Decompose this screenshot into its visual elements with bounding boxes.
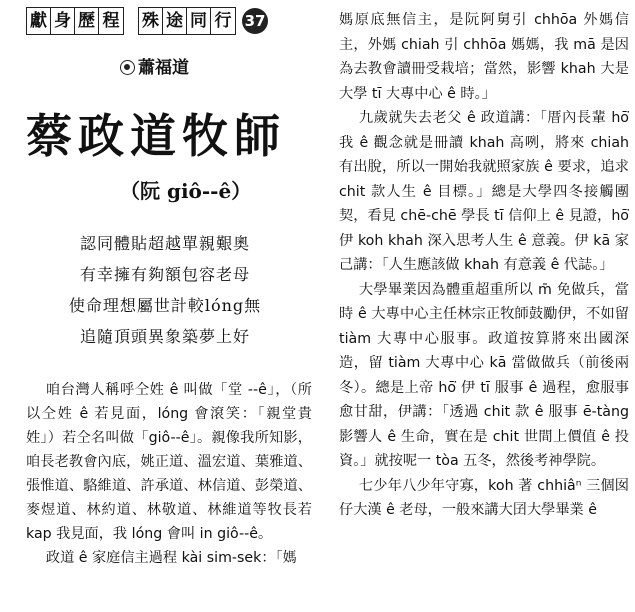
section-label-char: 途 <box>163 8 187 34</box>
poem-line: 認同體貼超越單親艱奧 <box>79 234 250 253</box>
right-text-column <box>339 8 629 523</box>
paragraph: 七少年八少年守寡，koh 著 chhiâⁿ 三個囡仔大漢 ê 老母，一般來講大囝大學畢業 ê <box>339 477 629 518</box>
paragraph: 大學畢業因為體重超重所以 m̄ 免做兵，當時 ê 大專中心主任林宗正牧師鼓勵伊，不如留 tiàm 大專中心服事。政道按算將來出國深造，留 tiàm 大專中心 kā 當做做兵（前後兩冬）。總是上帝 hō͘ 伊 tī 服事 ê 過程，愈服事愈甘甜，伊講：「透過 chit 款 ê 服事 ē-tàng 影響人 ê 生命，實在是 chit 世間上價值 ê 投資。」就按呢一 tòa 五冬，然後考神學院。 <box>339 281 629 469</box>
paragraph: 咱台灣人稱呼仝姓 ê 叫做「堂 --ê」，（所以仝姓 ê 若見面，lóng 會滾笑：「親堂貴姓」）若仝名叫做「giô--ê」。親像我所知影，咱長老教會內底，姚正道、溫宏道、葉雅道、張惟道、駱維道、許承道、林信道、彭榮道、麥煜道、林約道、林敬道、林維道等牧長若 kap 我見面，我 lóng 會叫 in giô--ê。 <box>26 382 312 542</box>
author-name: 蕭福道 <box>138 58 189 78</box>
poem <box>0 228 330 352</box>
section-label-box <box>26 7 124 35</box>
paragraph: 政道 ê 家庭信主過程 kài sim-sek：「媽 <box>45 550 297 566</box>
section-label-char: 殊 <box>139 8 163 34</box>
section-label-char: 歷 <box>75 8 99 34</box>
bullet-circle-icon <box>120 60 135 75</box>
section-label-char: 身 <box>51 8 75 34</box>
poem-line: 追隨頂頭異象築夢上好 <box>79 327 250 346</box>
page-header <box>26 6 268 36</box>
article-title: 蔡政道牧師 <box>26 109 286 163</box>
paragraph: 媽原底無信主，是阮阿舅引 chhōa 外媽信主，外媽 chiah 引 chhōa 媽媽，我 mā 是因為去教會讀冊受栽培；當然，影響 khah 大是大學 tī 大專中心 ê 時。」 <box>339 12 629 102</box>
section-label-char: 行 <box>214 11 232 31</box>
paragraph: 九歲就失去老父 ê 政道講：「厝內長輩 hō͘ 我 ê 觀念就是冊讀 khah 高咧，將來 chiah 有出脫，所以一開始我就照家族 ê 要求，追求 chit 款人生 ê 目標。」總是大學四冬接觸團契，看見 chē-chē 學長 tī 信仰上 ê 見證，hō͘ 伊 koh khah 深入思考人生 ê 意義。伊 kā 家己講：「人生應該做 khah 有意義 ê 代誌。」 <box>339 110 629 273</box>
left-text-column <box>26 378 312 570</box>
article-subtitle: （阮 giô--ê） <box>120 179 252 203</box>
section-label-char: 同 <box>187 8 211 34</box>
section-label-char: 程 <box>102 11 120 31</box>
author-byline <box>120 53 189 78</box>
section-label-box <box>138 7 236 35</box>
page-number-badge: 37 <box>242 8 268 34</box>
poem-line: 有幸擁有夠額包容老母 <box>79 265 250 284</box>
poem-line: 使命理想屬世計較lóng無 <box>68 296 262 315</box>
section-label-char: 獻 <box>27 8 51 34</box>
